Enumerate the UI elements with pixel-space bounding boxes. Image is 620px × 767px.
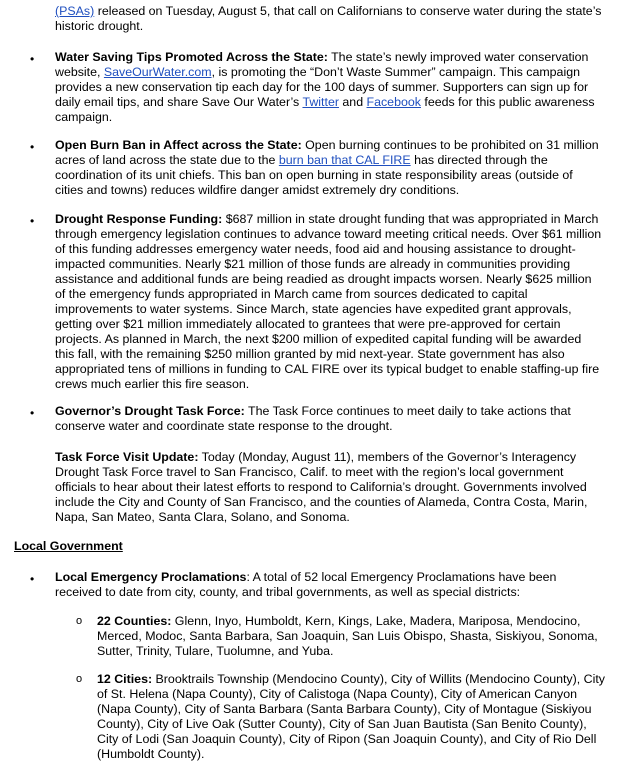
burn-ban-title: Open Burn Ban in Affect across the State:	[55, 138, 302, 152]
burn-ban-text-2: has directed through the coordination of its unit chiefs. This ban on open burning in state responsibility areas (outside of cities and towns) reduces wildfire danger amidst extremely dry conditions.	[55, 153, 573, 197]
psas-link[interactable]: (PSAs)	[55, 4, 95, 18]
cities-title: 12 Cities:	[97, 672, 153, 686]
water-saving-tips-text-3: and	[338, 95, 367, 109]
burn-ban-link[interactable]: burn ban that CAL FIRE	[278, 153, 411, 167]
water-saving-tips-title: Water Saving Tips Promoted Across the State:	[55, 50, 328, 64]
burn-ban-text: Open burning continues to be prohibited on 31 million acres of land across the state due to the	[55, 138, 599, 167]
bullet-marker: •	[30, 214, 35, 228]
saveourwater-link[interactable]: SaveOurWater.com	[103, 65, 212, 79]
sub-bullet-marker: o	[76, 673, 83, 685]
water-saving-tips-text-2: , is promoting the “Don’t Waste Summer” campaign. This campaign provides a new conservation tip each day for the 100 days of summer. Supporters can sign up for daily email tips, and share Save Our Water’s	[55, 65, 589, 109]
task-force-visit-text: Today (Monday, August 11), members of the Governor’s Interagency Drought Task Force travel to San Francisco, Calif. to meet with the region’s local government officials to hear about their latest efforts to respond to California’s drought. Governments involved include the City and County of San Francisco, and the counties of Alameda, Contra Costa, Marin, Napa, San Mateo, Santa Clara, Solano, and Sonoma.	[55, 450, 588, 524]
task-force-text: The Task Force continues to meet daily to take actions that conserve water and coordinate state response to the drought.	[55, 404, 571, 433]
drought-funding-paragraph	[55, 212, 603, 392]
cities-text: Brooktrails Township (Mendocino County), City of Willits (Mendocino County), City of St. Helena (Napa County), City of Calistoga (Napa County), City of American Canyon (Napa County), City of Santa Barbara (Santa Barbara County), City of Montague (Siskiyou County), City of Live Oak (Sutter County), City of San Juan Bautista (San Benito County), City of Lodi (San Joaquin County), City of Ripon (San Joaquin County), and City of Rio Dell (Humboldt County).	[97, 672, 605, 761]
task-force-visit-paragraph	[55, 450, 603, 525]
local-emergency-paragraph	[55, 570, 603, 600]
drought-funding-title: Drought Response Funding:	[55, 212, 223, 226]
counties-paragraph	[97, 614, 605, 659]
water-saving-tips-text: The state’s newly improved water conservation website,	[55, 50, 589, 79]
local-emergency-title: Local Emergency Proclamations	[55, 570, 247, 584]
facebook-link[interactable]: Facebook	[366, 95, 421, 109]
bullet-marker: •	[30, 406, 35, 420]
counties-text: Glenn, Inyo, Humboldt, Kern, Kings, Lake, Madera, Mariposa, Mendocino, Merced, Modoc, Santa Barbara, San Joaquin, San Luis Obispo, Shasta, Siskiyou, Sonoma, Sutter, Trinity, Tulare, Tuolumne, and Yuba.	[97, 614, 598, 658]
water-saving-tips-text-4: feeds for this public awareness campaign.	[55, 95, 595, 124]
task-force-paragraph	[55, 404, 603, 434]
local-government-heading: Local Government	[14, 539, 123, 553]
counties-title: 22 Counties:	[97, 614, 172, 628]
intro-text: released on Tuesday, August 5, that call on Californians to conserve water during the state’s historic drought.	[55, 4, 602, 33]
twitter-link[interactable]: Twitter	[302, 95, 339, 109]
burn-ban-paragraph	[55, 138, 603, 198]
local-emergency-text: : A total of 52 local Emergency Proclamations have been received to date from city, county, and tribal governments, as well as special districts:	[55, 570, 557, 599]
sub-bullet-marker: o	[76, 615, 83, 627]
cities-paragraph	[97, 672, 605, 762]
task-force-title: Governor’s Drought Task Force:	[55, 404, 245, 418]
task-force-visit-title: Task Force Visit Update:	[55, 450, 199, 464]
drought-funding-text: $687 million in state drought funding that was appropriated in March through emergency legislation continues to advance toward meeting critical needs. Over $61 million of this funding addresses emergency water needs, food aid and housing assistance to drought-impacted communities. Nearly $21 million of those funds are already in communities providing assistance and additional funds are being readied as drought impacts worsen. Nearly $625 million of the emergency funds appropriated in March came from sources dedicated to capital improvements to water systems. Since March, state agencies have expedited grant approvals, getting over $21 million immediately allocated to grantees that were pre-approved for certain projects. As planned in March, the next $200 million of expedited capital funding will be awarded this fall, with the remaining $250 million granted by mid next-year. State government has also appropriated tens of millions in funding to CAL FIRE over its typical budget to enable staffing-up fire crews much earlier this fire season.	[55, 212, 602, 391]
bullet-marker: •	[30, 572, 35, 586]
bullet-marker: •	[30, 140, 35, 154]
intro-paragraph	[55, 4, 603, 34]
water-saving-tips-paragraph	[55, 50, 603, 125]
bullet-marker: •	[30, 52, 35, 66]
